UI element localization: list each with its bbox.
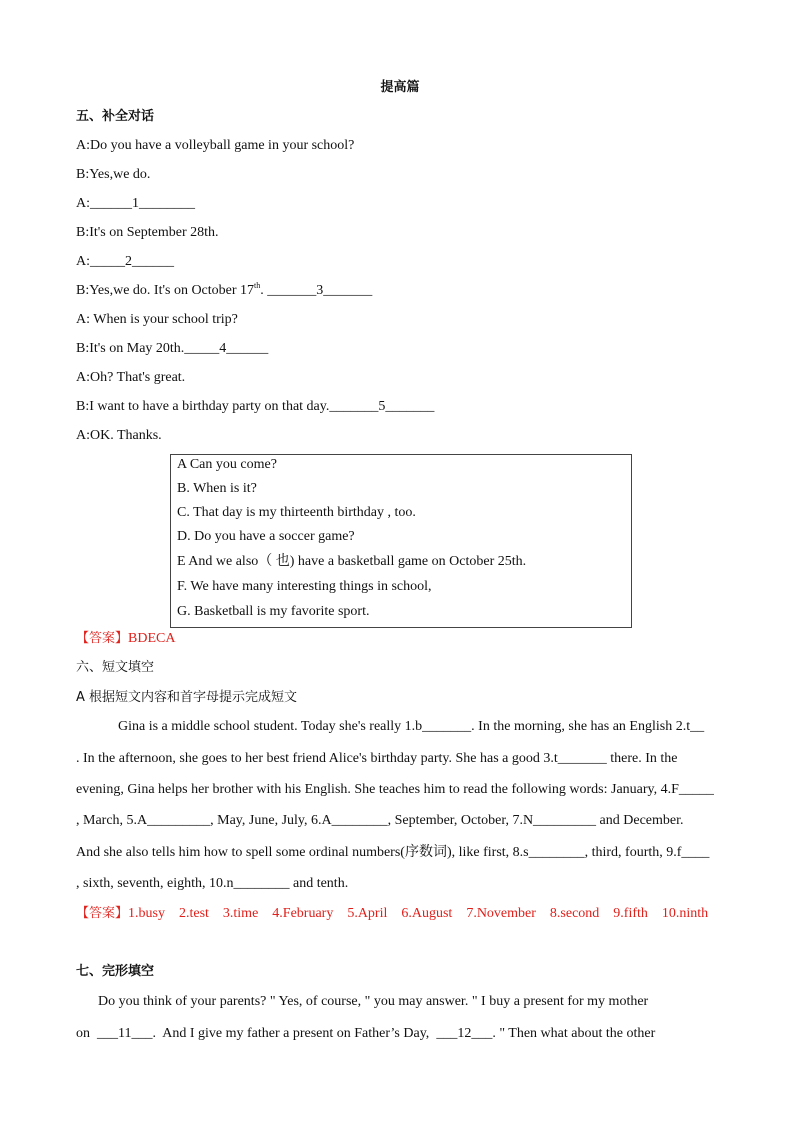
dialogue-line-6 [76, 282, 372, 300]
cloze-line-2 [76, 1025, 655, 1043]
dialogue-line-7: A: When is your school trip? [76, 312, 238, 327]
cloze-text-2: . And I give my father a present on Father’s Day, [152, 1026, 437, 1041]
option-c: C. That day is my thirteenth birthday , too. [177, 505, 416, 520]
dialogue-line-2: B:Yes,we do. [76, 167, 151, 182]
passage-line-4: , March, 5.A_________, May, June, July, 6.A________, September, October, 7.N_________ and December. [76, 813, 684, 828]
cloze-text-1: on [76, 1026, 97, 1041]
section6-heading: 六、短文填空 [76, 660, 155, 675]
dialogue-line-3: A:______1________ [76, 196, 195, 211]
option-b: B. When is it? [177, 481, 257, 496]
dialogue-line-1: A:Do you have a volleyball game in your school? [76, 138, 355, 153]
answer-tag: 【答案】 [76, 631, 129, 646]
dialogue-line-4: B:It's on September 28th. [76, 225, 219, 240]
cloze-blank-12: ___12___ [436, 1026, 493, 1041]
section5-answer [76, 630, 175, 648]
option-f: F. We have many interesting things in school, [177, 579, 432, 594]
option-a: A Can you come? [177, 457, 277, 472]
cloze-text-3: . " Then what about the other [492, 1026, 656, 1041]
section5-heading: 五、补全对话 [76, 109, 155, 124]
dialogue-line-10: B:I want to have a birthday party on that day._______5_______ [76, 399, 435, 414]
option-e: E And we also（ 也) have a basketball game on October 25th. [177, 554, 527, 569]
page-title: 提高篇 [380, 80, 420, 95]
passage-line-6: , sixth, seventh, eighth, 10.n________ and tenth. [76, 876, 349, 891]
dialogue-line-6-text: B:Yes,we do. It's on October 17 [76, 283, 255, 298]
section7-heading: 七、完形填空 [76, 964, 155, 979]
passage-line-3: evening, Gina helps her brother with his English. She teaches him to read the following words: January, 4.F_____ [76, 782, 714, 797]
option-g: G. Basketball is my favorite sport. [177, 604, 370, 619]
passage-line-1: Gina is a middle school student. Today she's really 1.b_______. In the morning, she has an English 2.t__ [118, 719, 705, 734]
dialogue-line-9: A:Oh? That's great. [76, 370, 186, 385]
section6-answer [76, 905, 708, 923]
options-box [170, 454, 632, 628]
passage-line-2: . In the afternoon, she goes to her best friend Alice's birthday party. She has a good 3.t_______ there. In the [76, 751, 678, 766]
section6-instruction: A 根据短文内容和首字母提示完成短文 [76, 690, 298, 705]
answer-text: 1.busy 2.test 3.time 4.February 5.April 6.August 7.November 8.second 9.fifth 10.ninth [128, 906, 709, 921]
passage-line-5: And she also tells him how to spell some ordinal numbers(序数词), like first, 8.s________, third, fourth, 9.f____ [76, 845, 710, 860]
answer-tag: 【答案】 [76, 906, 129, 921]
option-d: D. Do you have a soccer game? [177, 529, 355, 544]
cloze-line-1: Do you think of your parents? " Yes, of course, " you may answer. " I buy a present for my mother [98, 994, 649, 1009]
dialogue-line-11: A:OK. Thanks. [76, 428, 162, 443]
dialogue-line-8: B:It's on May 20th._____4______ [76, 341, 269, 356]
dialogue-line-6-blank: . _______3_______ [260, 283, 373, 298]
cloze-blank-11: ___11___ [97, 1026, 153, 1041]
answer-text: BDECA [128, 631, 176, 646]
dialogue-line-5: A:_____2______ [76, 254, 174, 269]
ordinal-superscript: th [254, 281, 261, 290]
